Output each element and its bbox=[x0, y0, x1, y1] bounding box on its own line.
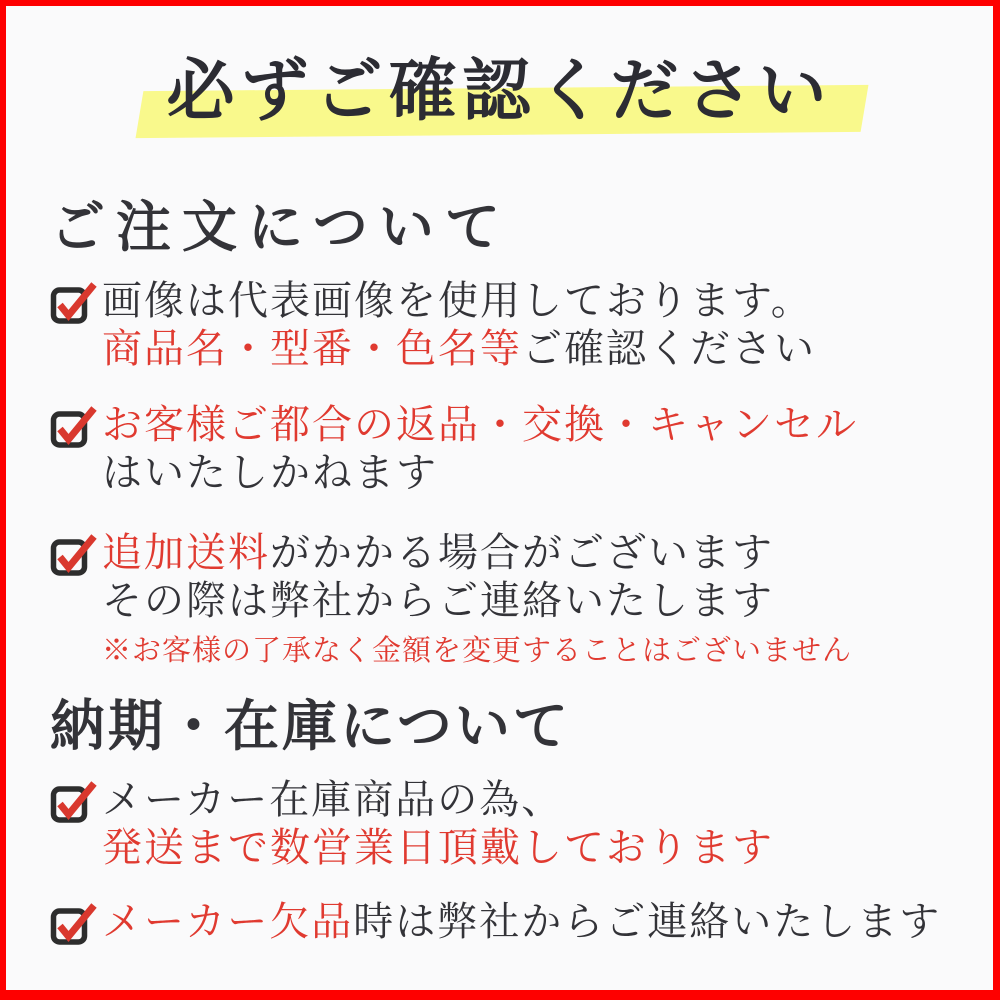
text-line bbox=[102, 449, 858, 497]
text-line bbox=[102, 325, 816, 373]
text-line bbox=[102, 776, 774, 824]
text-segment-emphasis: 商品名・型番・色名等 bbox=[102, 326, 522, 372]
text-line bbox=[102, 401, 858, 449]
checklist-item-maker-shortage bbox=[50, 898, 949, 946]
text-segment: メーカー在庫商品の為、 bbox=[102, 777, 564, 823]
item-text bbox=[102, 529, 852, 669]
item-text bbox=[102, 898, 941, 946]
section-heading-stock: 納期・在庫について bbox=[50, 696, 571, 758]
checkbox-checked-icon bbox=[50, 777, 97, 824]
checkbox-checked-icon bbox=[50, 530, 97, 577]
section-heading-orders: ご注文について bbox=[50, 197, 511, 258]
checklist-item-returns bbox=[50, 401, 949, 497]
text-segment: ご確認ください bbox=[522, 326, 816, 372]
notice-content bbox=[6, 38, 993, 946]
text-segment: 時は弊社からご連絡いたします bbox=[353, 899, 942, 945]
checklist-item-extra-shipping bbox=[50, 529, 949, 669]
checklist-item-maker-stock bbox=[50, 776, 949, 872]
text-line bbox=[102, 898, 941, 946]
text-segment: その際は弊社からご連絡いたします bbox=[102, 578, 774, 624]
checkbox-checked-icon bbox=[50, 402, 97, 449]
text-segment: がかかる場合がございます bbox=[270, 530, 774, 576]
text-segment-emphasis: メーカー欠品 bbox=[102, 899, 354, 945]
item-text bbox=[102, 401, 858, 497]
section-orders bbox=[50, 194, 949, 669]
checkbox-checked-icon bbox=[50, 899, 97, 946]
footnote-no-price-change: ※お客様の了承なく金額を変更することはございません bbox=[102, 635, 853, 668]
text-line bbox=[102, 824, 774, 872]
page-title: 必ずご確認ください bbox=[166, 53, 833, 129]
text-line bbox=[102, 529, 852, 577]
text-line bbox=[102, 277, 816, 325]
checklist-item-representative-image bbox=[50, 277, 949, 373]
section-stock bbox=[50, 693, 949, 946]
checkbox-checked-icon bbox=[50, 278, 97, 325]
text-segment-emphasis: 追加送料 bbox=[102, 530, 270, 576]
item-text bbox=[102, 776, 774, 872]
text-segment-emphasis: 発送まで数営業日頂戴しております bbox=[102, 825, 774, 871]
text-segment: 画像は代表画像を使用しております。 bbox=[102, 278, 813, 324]
text-segment-emphasis: お客様ご都合の返品・交換・キャンセル bbox=[102, 402, 858, 448]
text-segment: はいたしかねます bbox=[102, 450, 438, 496]
text-line bbox=[102, 577, 852, 625]
title-block bbox=[50, 38, 949, 144]
item-text bbox=[102, 277, 816, 373]
